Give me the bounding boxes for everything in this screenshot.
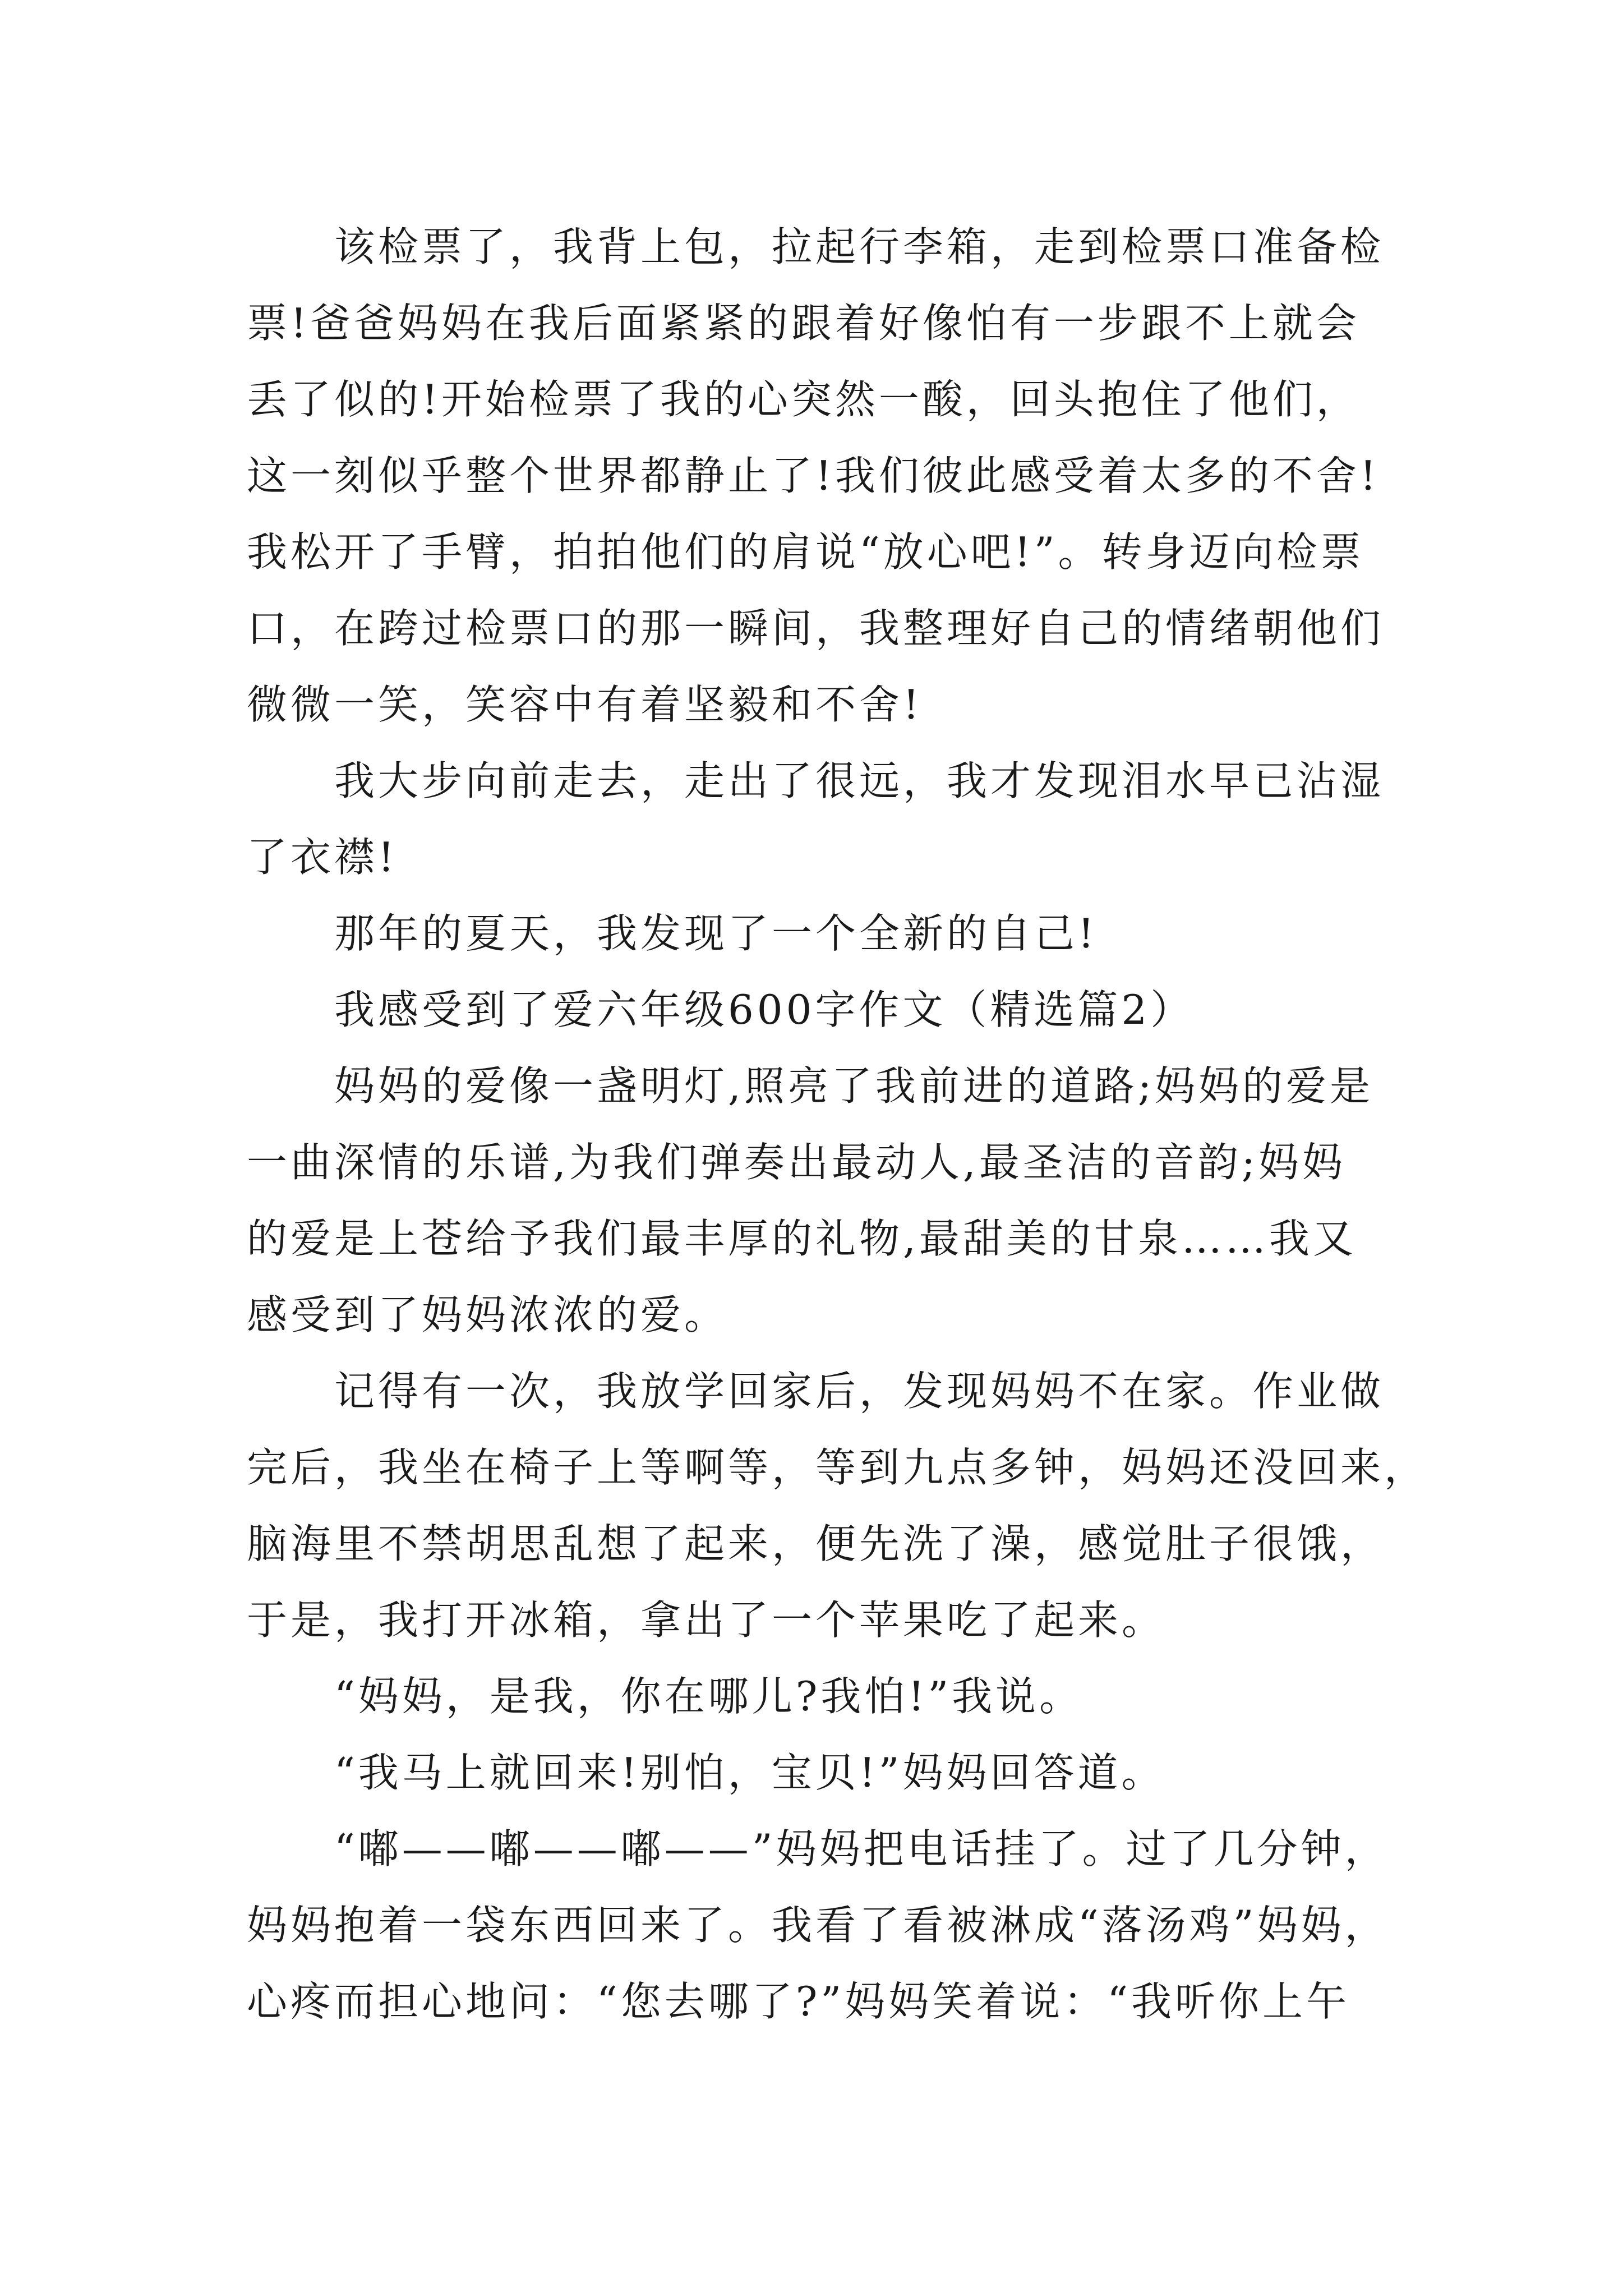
text-line: 于是，我打开冰箱，拿出了一个苹果吃了起来。 — [247, 1596, 1166, 1644]
text-line: 脑海里不禁胡思乱想了起来，便先洗了澡，感觉肚子很饿， — [247, 1520, 1385, 1567]
text-line: 妈妈的爱像一盏明灯,照亮了我前进的道路;妈妈的爱是 — [334, 1062, 1374, 1110]
text-line: 一曲深情的乐谱,为我们弹奏出最动人,最圣洁的音韵;妈妈 — [247, 1139, 1347, 1186]
text-line: 记得有一次，我放学回家后，发现妈妈不在家。作业做 — [334, 1368, 1385, 1415]
text-line: 我大步向前走去，走出了很远，我才发现泪水早已沾湿 — [334, 757, 1385, 804]
text-line: 微微一笑，笑容中有着坚毅和不舍! — [247, 681, 923, 728]
text-line: 那年的夏天，我发现了一个全新的自己! — [334, 910, 1098, 957]
text-line: 这一刻似乎整个世界都静止了!我们彼此感受着太多的不舍! — [247, 452, 1380, 499]
text-line: 心疼而担心地问：“您去哪了?”妈妈笑着说：“我听你上午 — [247, 1978, 1350, 2025]
section-title: 我感受到了爱六年级600字作文（精选篇2） — [334, 986, 1195, 1033]
text-line: “妈妈，是我，你在哪儿?我怕!”我说。 — [334, 1673, 1083, 1720]
text-line: “嘟——嘟——嘟——”妈妈把电话挂了。过了几分钟， — [334, 1825, 1389, 1872]
essay-text — [247, 209, 1428, 2040]
text-line: 了衣襟! — [247, 834, 398, 881]
text-line: 我松开了手臂，拍拍他们的肩说“放心吧!”。转身迈向检票 — [247, 528, 1364, 576]
text-line: 妈妈抱着一袋东西回来了。我看了看被淋成“落汤鸡”妈妈， — [247, 1902, 1389, 1949]
text-line: “我马上就回来!别怕，宝贝!”妈妈回答道。 — [334, 1749, 1165, 1796]
text-line: 丢了似的!开始检票了我的心突然一酸，回头抱住了他们， — [247, 376, 1360, 423]
text-line: 感受到了妈妈浓浓的爱。 — [247, 1291, 728, 1338]
text-line: 口，在跨过检票口的那一瞬间，我整理好自己的情绪朝他们 — [247, 605, 1385, 652]
text-line: 该检票了，我背上包，拉起行李箱，走到检票口准备检 — [334, 223, 1385, 270]
text-line: 票!爸爸妈妈在我后面紧紧的跟着好像怕有一步跟不上就会 — [247, 300, 1360, 347]
text-line: 完后，我坐在椅子上等啊等，等到九点多钟，妈妈还没回来， — [247, 1444, 1428, 1491]
text-line: 的爱是上苍给予我们最丰厚的礼物,最甜美的甘泉……我又 — [247, 1215, 1357, 1262]
